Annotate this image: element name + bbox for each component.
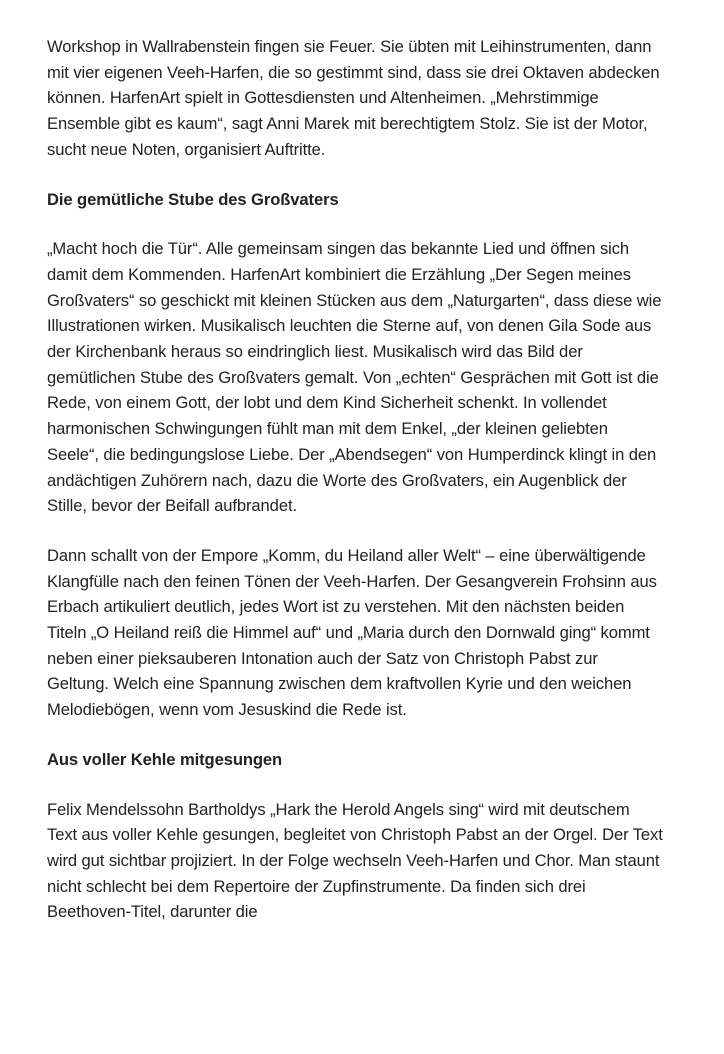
article-body	[47, 34, 663, 949]
section-heading-full-throat: Aus voller Kehle mitgesungen	[47, 749, 283, 769]
paragraph-3: Dann schallt von der Empore „Komm, du Heiland aller Welt“ – eine überwältigende Klangfülle nach den feinen Tönen der Veeh-Harfen. Der Gesangverein Frohsinn aus Erbach artikuliert deutlich, jedes Wort ist zu verstehen. Mit den nächsten beiden Titeln „O Heiland reiß die Himmel auf“ und „Maria durch den Dornwald ging“ kommt neben einer pieksauberen Intonation auch der Satz von Christoph Pabst zur Geltung. Welch eine Spannung zwischen dem kraftvollen Kyrie und den weichen Melodiebögen, wenn vom Jesuskind die Rede ist.	[47, 545, 657, 720]
paragraph-1: Workshop in Wallrabenstein fingen sie Feuer. Sie übten mit Leihinstrumenten, dann mit vier eigenen Veeh-Harfen, die so gestimmt sind, dass sie drei Oktaven abdecken können. HarfenArt spielt in Gottesdiensten und Altenheimen. „Mehrstimmige Ensemble gibt es kaum“, sagt Anni Marek mit berechtigtem Stolz. Sie ist der Motor, sucht neue Noten, organisiert Auftritte.	[47, 37, 660, 159]
paragraph-4: Felix Mendelssohn Bartholdys „Hark the Herold Angels sing“ wird mit deutschem Text aus voller Kehle gesungen, begleitet von Christoph Pabst an der Orgel. Der Text wird gut sichtbar projiziert. In der Folge wechseln Veeh-Harfen und Chor. Man staunt nicht schlecht bei dem Repertoire der Zupfinstrumente. Da finden sich drei Beethoven-Titel, darunter die	[47, 799, 663, 922]
section-heading-grandfather-parlor: Die gemütliche Stube des Großvaters	[47, 189, 339, 209]
paragraph-2: „Macht hoch die Tür“. Alle gemeinsam singen das bekannte Lied und öffnen sich damit dem Kommenden. HarfenArt kombiniert die Erzählung „Der Segen meines Großvaters“ so geschickt mit kleinen Stücken aus dem „Naturgarten“, dass diese wie Illustrationen wirken. Musikalisch leuchten die Sterne auf, von denen Gila Sode aus der Kirchenbank heraus so eindringlich liest. Musikalisch wird das Bild der gemütlichen Stube des Großvaters gemalt. Von „echten“ Gesprächen mit Gott ist die Rede, von einem Gott, der lobt und dem Kind Sicherheit schenkt. In vollendet harmonischen Schwingungen fühlt man mit dem Enkel, „der kleinen geliebten Seele“, die bedingungslose Liebe. Der „Abendsegen“ von Humperdinck klingt in den andächtigen Zuhörern nach, dazu die Worte des Großvaters, ein Augenblick der Stille, bevor der Beifall aufbrandet.	[47, 239, 662, 516]
